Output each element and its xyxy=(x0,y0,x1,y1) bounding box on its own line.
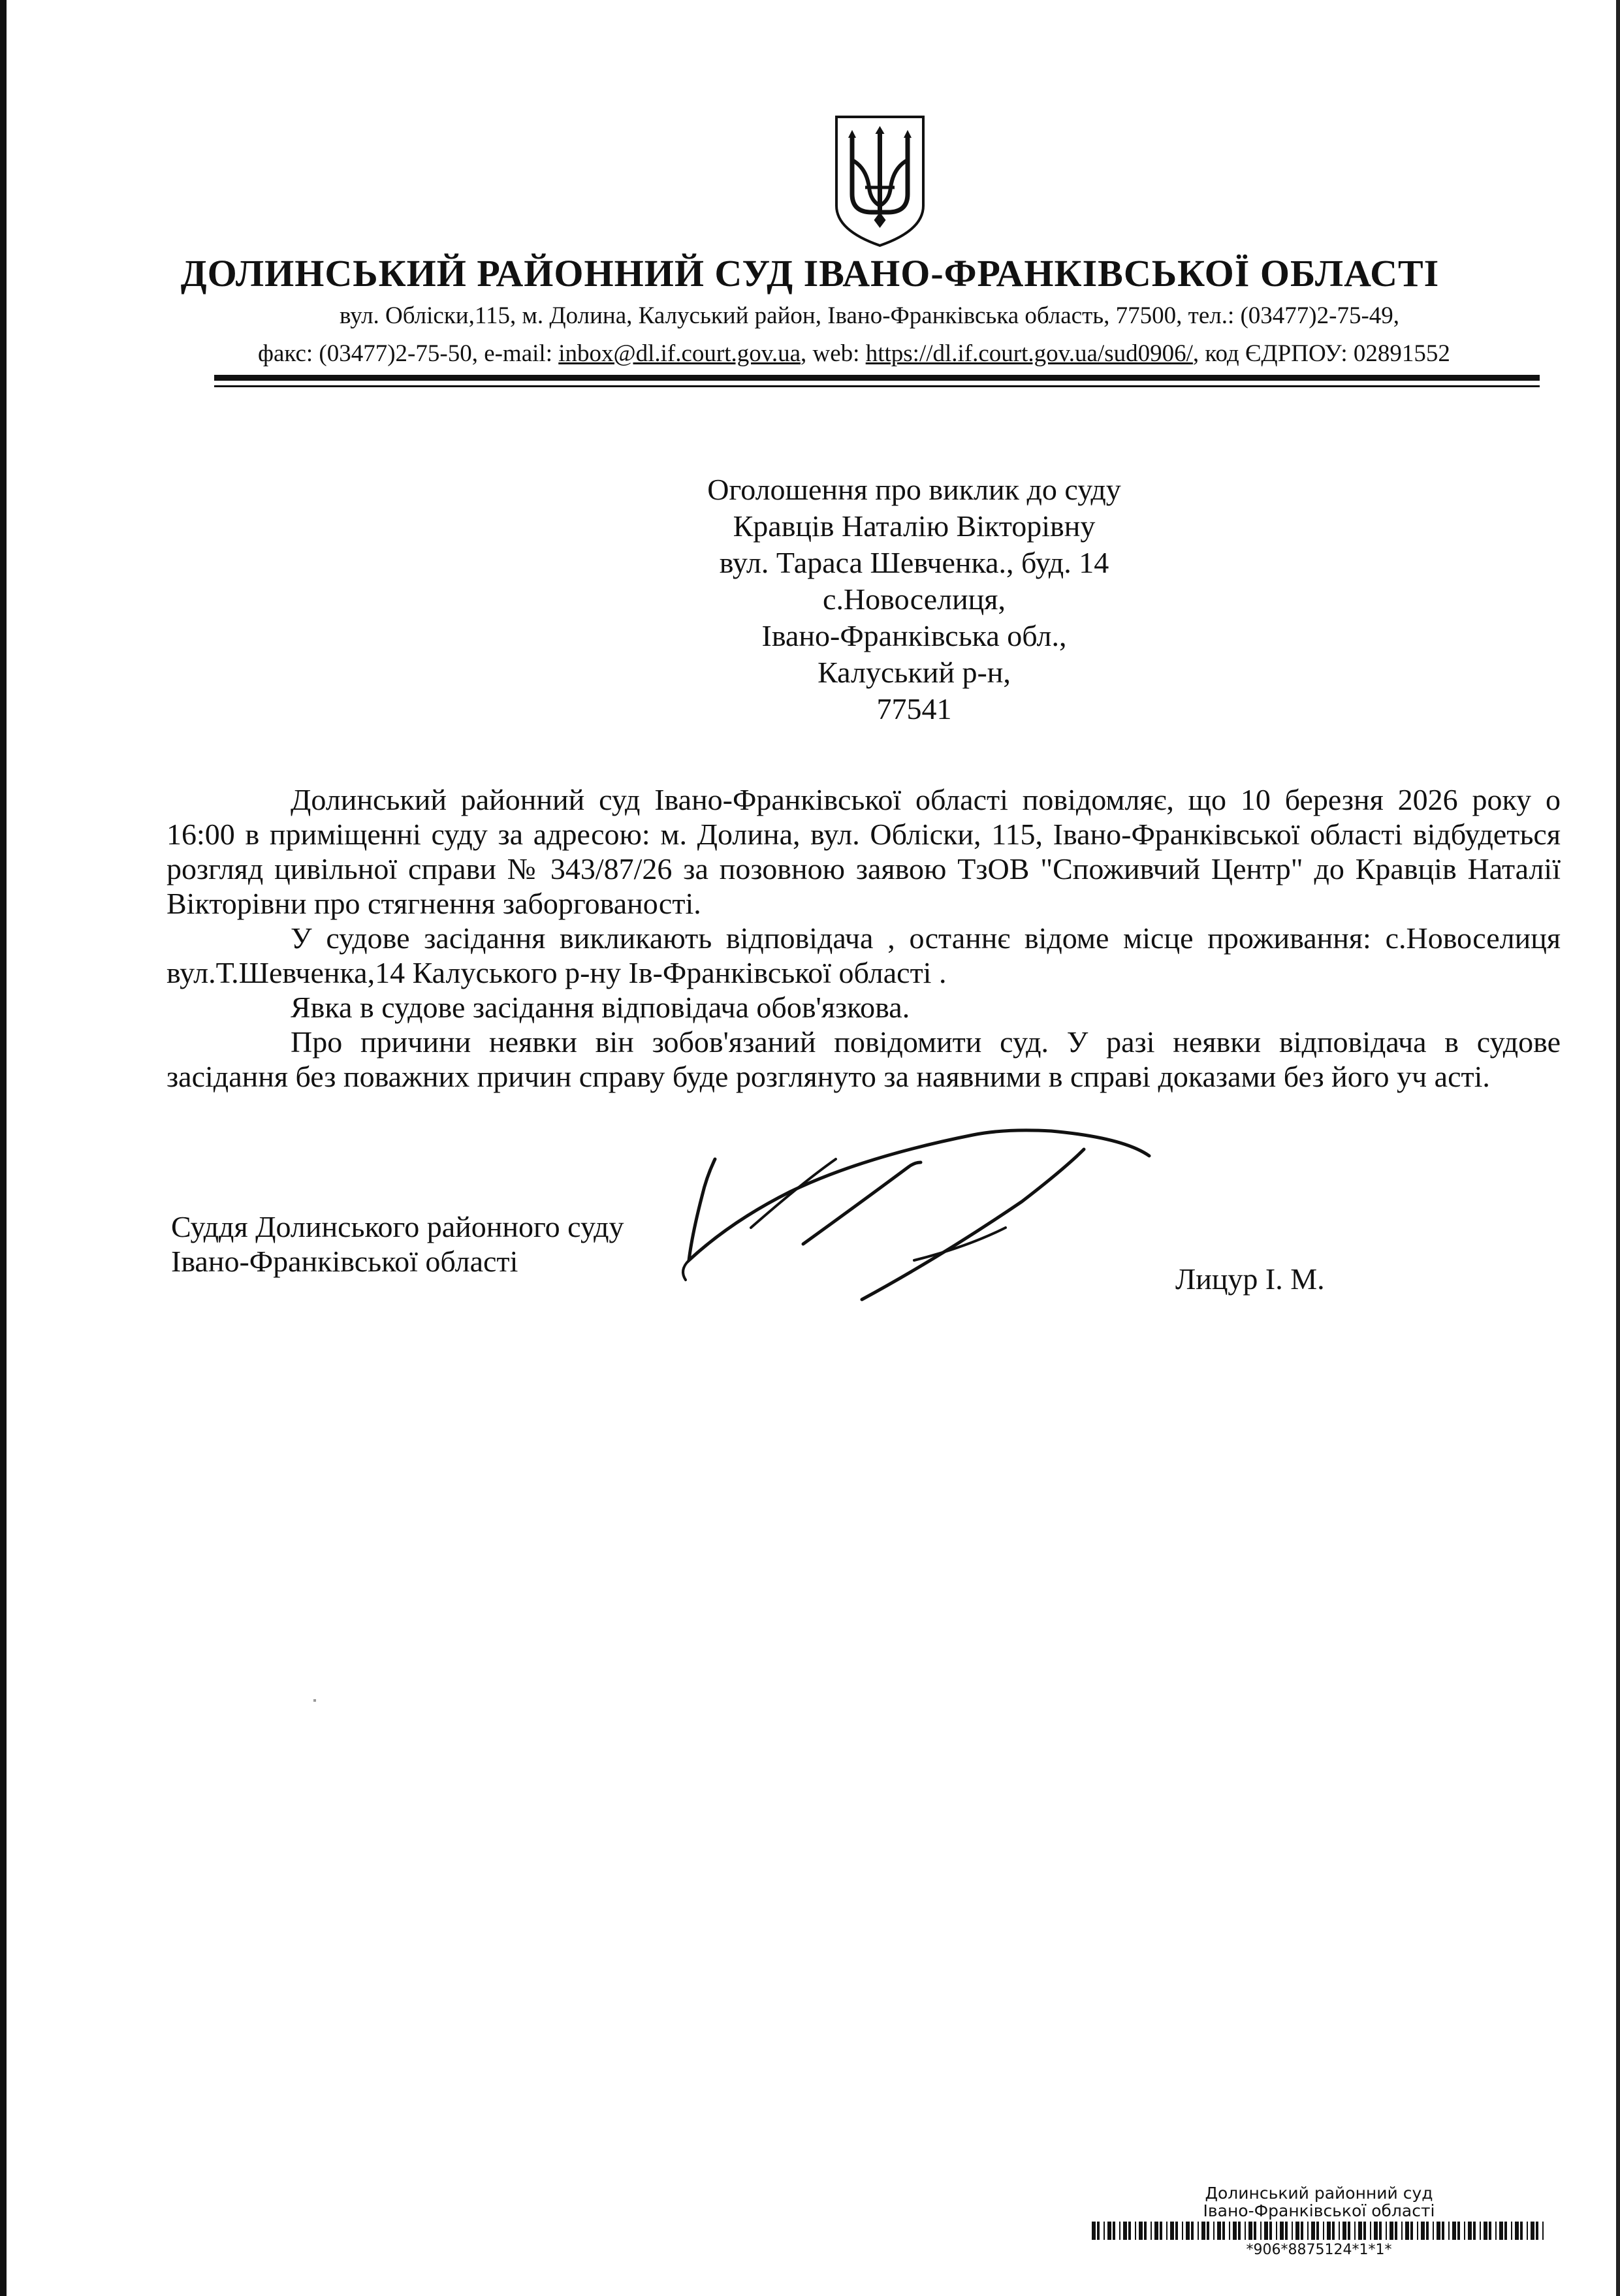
addressee-block xyxy=(588,471,1241,727)
barcode-bar xyxy=(1489,2222,1491,2240)
barcode-bar xyxy=(1363,2222,1366,2240)
barcode-bar xyxy=(1410,2222,1413,2240)
scan-edge-left xyxy=(0,0,7,2296)
barcode-bar xyxy=(1484,2222,1487,2240)
judge-title xyxy=(171,1209,759,1279)
barcode-bar xyxy=(1264,2222,1268,2240)
barcode-bar xyxy=(1536,2222,1538,2240)
barcode-bar xyxy=(1229,2222,1230,2240)
barcode-bar xyxy=(1390,2222,1393,2240)
barcode-bar xyxy=(1213,2222,1215,2240)
barcode-bar xyxy=(1386,2222,1387,2240)
web-label: , web: xyxy=(801,340,866,367)
barcode-bar xyxy=(1151,2222,1152,2240)
barcode-bar xyxy=(1417,2222,1418,2240)
header-divider-thin xyxy=(214,385,1540,387)
barcode-bar xyxy=(1448,2222,1450,2240)
barcode-bar xyxy=(1260,2222,1262,2240)
court-address: вул. Обліски,115, м. Долина, Калуський район, Івано-Франківська область, 77500, тел.: (03477)2-75-49, xyxy=(340,302,1400,329)
barcode-bar xyxy=(1276,2222,1277,2240)
barcode-bar xyxy=(1370,2222,1371,2240)
barcode-bar xyxy=(1437,2222,1440,2240)
barcode-bar xyxy=(1527,2222,1528,2240)
barcode-bar xyxy=(1452,2222,1456,2240)
barcode-bar xyxy=(1119,2222,1120,2240)
barcode-bar xyxy=(1339,2222,1340,2240)
edrpou-code: , код ЄДРПОУ: 02891552 xyxy=(1192,340,1450,367)
fax-label: факс: (03477)2-75-50, e-mail: xyxy=(258,340,559,367)
notice-body xyxy=(167,782,1561,1094)
barcode-bar xyxy=(1442,2222,1444,2240)
barcode-bar xyxy=(1374,2222,1378,2240)
scan-speck xyxy=(313,1699,316,1702)
barcode-bar xyxy=(1348,2222,1350,2240)
barcode-bar xyxy=(1323,2222,1324,2240)
addressee-name: Кравців Наталію Вікторівну xyxy=(733,509,1096,543)
barcode-bar xyxy=(1499,2222,1503,2240)
barcode-bar xyxy=(1217,2222,1221,2240)
barcode-bar xyxy=(1128,2222,1131,2240)
barcode-bar xyxy=(1531,2222,1534,2240)
barcode-bar xyxy=(1139,2222,1143,2240)
barcode-icon xyxy=(1090,2222,1548,2240)
barcode-bar xyxy=(1154,2222,1158,2240)
barcode-bar xyxy=(1504,2222,1507,2240)
barcode-bar xyxy=(1464,2222,1465,2240)
registration-stamp xyxy=(1084,2184,1554,2259)
notice-paragraph: Долинський районний суд Івано-Франківської області повідомляє, що 10 березня 2026 року о 16:00 в приміщенні суду за адресою: м. Долина, вул. Обліски, 115, Івано-Франківської області відбудеться розгляд цивільної справи № 343/87/26 за позовною заявою ТзОВ "Споживчий Центр" до Кравців Наталії Вікторівни про стягнення заборгованості. xyxy=(167,783,1561,920)
barcode-bar xyxy=(1160,2222,1162,2240)
notice-paragraph: Про причини неявки він зобов'язаний повідомити суд. У разі неявки відповідача в судове засідання без поважних причин справу буде розглянуто за наявними в справі доказами без його уч асті. xyxy=(167,1025,1561,1093)
barcode-bar xyxy=(1123,2222,1127,2240)
barcode-bar xyxy=(1280,2222,1284,2240)
barcode-bar xyxy=(1175,2222,1178,2240)
notice-paragraph: У судове засідання викликають відповідача , останнє відоме місце проживання: с.Новоселиця вул.Т.Шевченка,14 Калуського р-ну Ів-Франківської області . xyxy=(167,921,1561,989)
notice-paragraph: Явка в судове засідання відповідача обов'язкова. xyxy=(291,991,910,1024)
barcode-bar xyxy=(1166,2222,1167,2240)
barcode-bar xyxy=(1405,2222,1409,2240)
barcode-bar xyxy=(1307,2222,1309,2240)
barcode-bar xyxy=(1316,2222,1319,2240)
barcode-bar xyxy=(1104,2222,1105,2240)
barcode-bar xyxy=(1113,2222,1115,2240)
barcode-bar xyxy=(1301,2222,1303,2240)
barcode-bar xyxy=(1292,2222,1293,2240)
barcode-bar xyxy=(1207,2222,1209,2240)
barcode-bar xyxy=(1269,2222,1272,2240)
barcode-bar xyxy=(1468,2222,1472,2240)
barcode-bar xyxy=(1245,2222,1246,2240)
barcode-bar xyxy=(1354,2222,1356,2240)
barcode-bar xyxy=(1473,2222,1476,2240)
barcode-bar xyxy=(1144,2222,1147,2240)
court-contacts xyxy=(258,340,1499,368)
barcode-bar xyxy=(1311,2222,1315,2240)
barcode-bar xyxy=(1327,2222,1331,2240)
judge-name: Лицур І. М. xyxy=(1175,1262,1325,1296)
judge-title-line: Суддя Долинського районного суду xyxy=(171,1210,624,1243)
addressee-street: вул. Тараса Шевченка., буд. 14 xyxy=(719,546,1109,579)
judge-title-line: Івано-Франківської області xyxy=(171,1245,518,1278)
addressee-postcode: 77541 xyxy=(876,692,952,725)
barcode-bar xyxy=(1421,2222,1425,2240)
barcode-bar xyxy=(1520,2222,1523,2240)
barcode-bar xyxy=(1426,2222,1429,2240)
barcode-bar xyxy=(1248,2222,1252,2240)
barcode-bar xyxy=(1342,2222,1346,2240)
addressee-district: Калуський р-н, xyxy=(818,656,1011,689)
barcode-bar xyxy=(1480,2222,1481,2240)
barcode-bar xyxy=(1495,2222,1497,2240)
court-name-heading: ДОЛИНСЬКИЙ РАЙОННИЙ СУД ІВАНО-ФРАНКІВСЬКОЇ ОБЛАСТІ xyxy=(180,252,1440,295)
barcode-bar xyxy=(1332,2222,1335,2240)
barcode-bar xyxy=(1511,2222,1512,2240)
barcode-bar xyxy=(1198,2222,1199,2240)
barcode-bar xyxy=(1395,2222,1397,2240)
barcode-bar xyxy=(1238,2222,1241,2240)
barcode-bar xyxy=(1201,2222,1205,2240)
barcode-bar xyxy=(1092,2222,1096,2240)
notice-heading: Оголошення про виклик до суду xyxy=(707,473,1121,506)
barcode-bar xyxy=(1457,2222,1460,2240)
barcode-bar xyxy=(1285,2222,1288,2240)
header-divider-thick xyxy=(214,375,1540,381)
barcode-bar xyxy=(1433,2222,1434,2240)
website-link[interactable]: https://dl.if.court.gov.ua/sud0906/ xyxy=(865,340,1193,367)
barcode-bar xyxy=(1358,2222,1362,2240)
barcode-bar xyxy=(1107,2222,1111,2240)
barcode-bar xyxy=(1170,2222,1174,2240)
stamp-region-line: Івано-Франківської області xyxy=(1203,2201,1435,2220)
barcode-bar xyxy=(1186,2222,1190,2240)
barcode-bar xyxy=(1542,2222,1544,2240)
barcode-bar xyxy=(1182,2222,1183,2240)
barcode-bar xyxy=(1097,2222,1100,2240)
barcode-bar xyxy=(1295,2222,1299,2240)
barcode-bar xyxy=(1515,2222,1519,2240)
barcode-bar xyxy=(1233,2222,1237,2240)
barcode-number: *906*8875124*1*1* xyxy=(1246,2242,1392,2258)
barcode-bar xyxy=(1379,2222,1382,2240)
barcode-bar xyxy=(1135,2222,1136,2240)
barcode-bar xyxy=(1401,2222,1403,2240)
stamp-court-line: Долинський районний суд xyxy=(1205,2184,1433,2203)
email-link[interactable]: inbox@dl.if.court.gov.ua xyxy=(558,340,801,367)
barcode-bar xyxy=(1222,2222,1225,2240)
barcode-bar xyxy=(1191,2222,1194,2240)
addressee-village: с.Новоселиця, xyxy=(823,582,1006,616)
scan-edge-right xyxy=(1616,0,1620,2296)
barcode-bar xyxy=(1254,2222,1256,2240)
coat-of-arms-icon xyxy=(833,114,927,248)
addressee-region: Івано-Франківська обл., xyxy=(761,619,1067,652)
